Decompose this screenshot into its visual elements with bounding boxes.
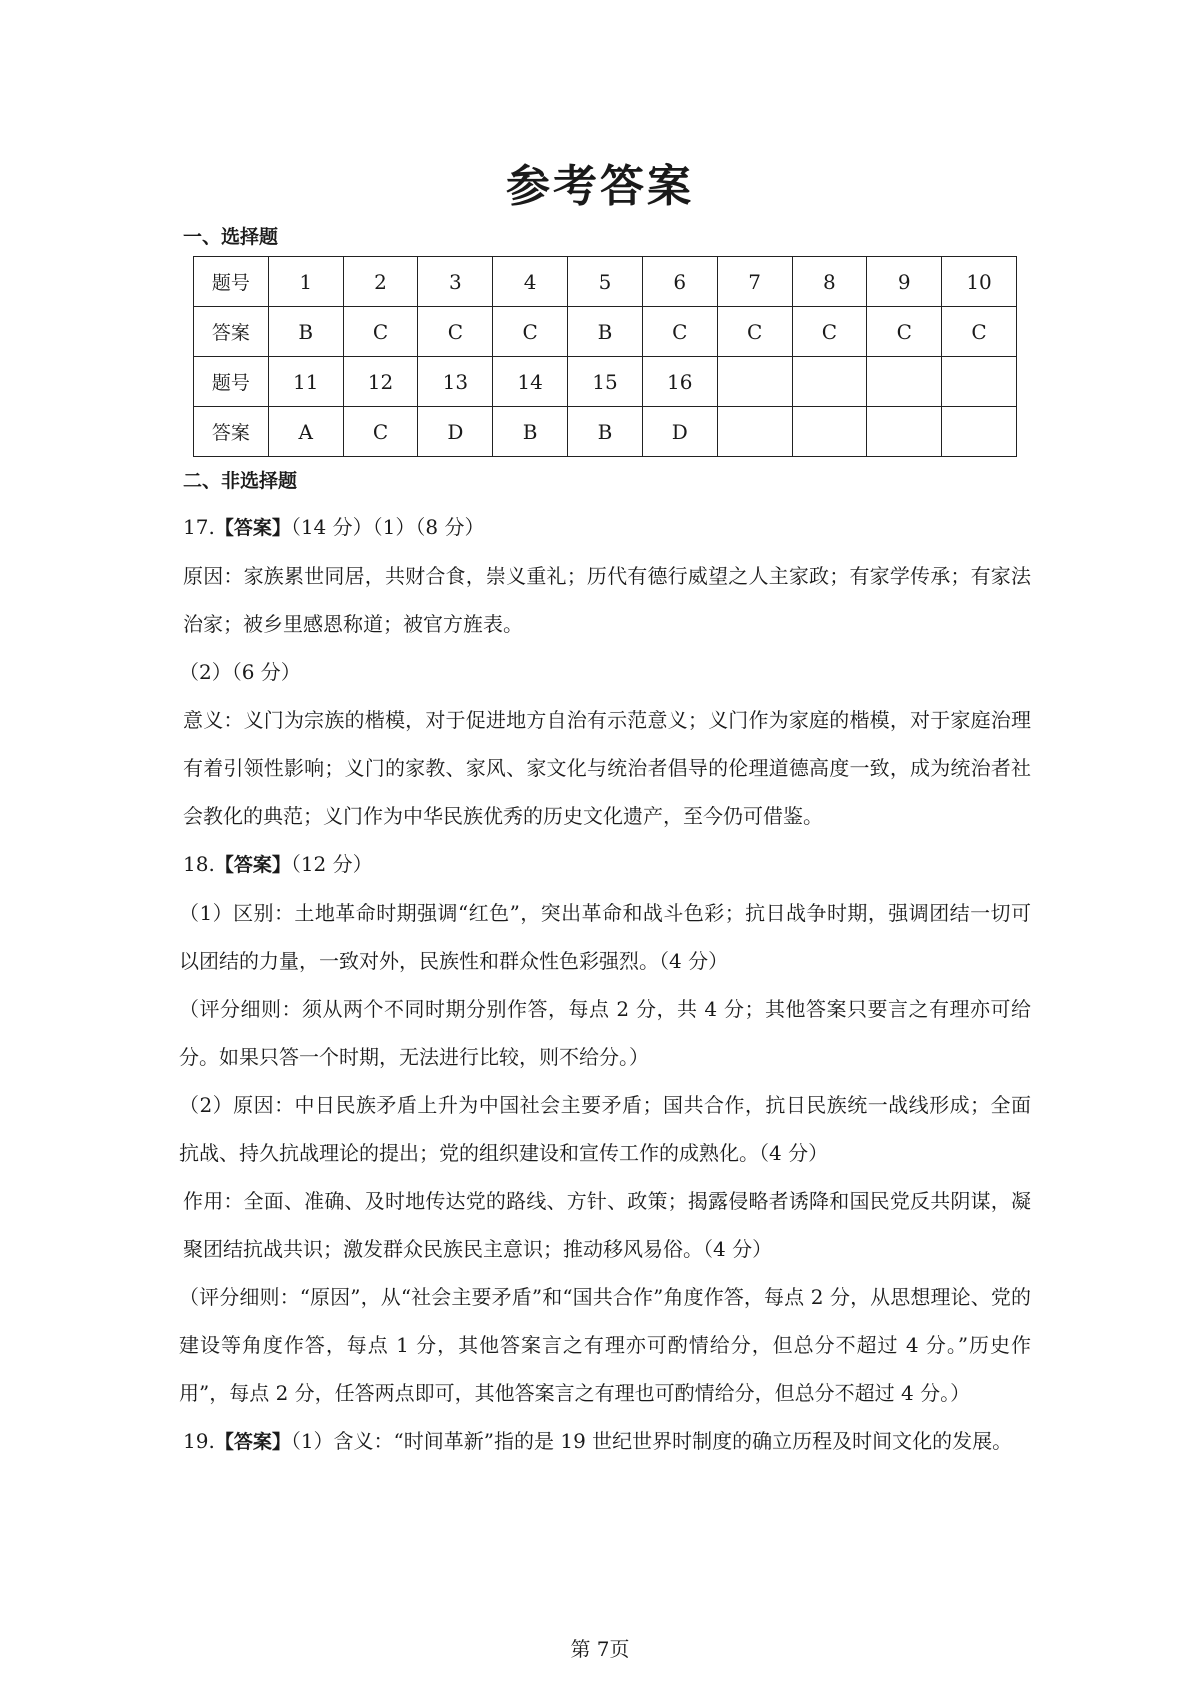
table-cell: 7	[717, 257, 792, 307]
table-cell: C	[792, 307, 867, 357]
q17-number: 17.	[183, 515, 215, 539]
q19-number: 19.	[183, 1429, 215, 1453]
page-number: 第 7页	[570, 1637, 630, 1661]
table-row	[194, 257, 1017, 307]
q17-score: （14 分）（1）（8 分）	[290, 515, 485, 539]
table-cell: 15	[568, 357, 643, 407]
table-cell: C	[867, 307, 942, 357]
table-cell: 10	[942, 257, 1017, 307]
q18-effect: 作用：全面、准确、及时地传达党的路线、方针、政策；揭露侵略者诱降和国民党反共阴谋，凝聚团结抗战共识；激发群众民族民主意识；推动移风易俗。（4 分）	[183, 1189, 1031, 1261]
table-cell: B	[493, 407, 568, 457]
table-row	[194, 407, 1017, 457]
table-row-header: 答案	[194, 407, 269, 457]
table-row-header: 题号	[194, 257, 269, 307]
table-row	[194, 307, 1017, 357]
table-cell: D	[418, 407, 493, 457]
q17-heading	[183, 503, 1031, 552]
table-cell: C	[717, 307, 792, 357]
table-cell	[867, 407, 942, 457]
q18-answer-tag: 【答案】	[214, 854, 291, 876]
table-cell	[942, 357, 1017, 407]
table-cell: C	[942, 307, 1017, 357]
table-cell: 8	[792, 257, 867, 307]
table-row-header: 题号	[194, 357, 269, 407]
table-row	[194, 357, 1017, 407]
q19-meaning: （1）含义：“时间革新”指的是 19 世纪世界时制度的确立历程及时间文化的发展。	[290, 1429, 1013, 1453]
table-cell: C	[343, 307, 418, 357]
q17-reason: 原因：家族累世同居，共财合食，崇义重礼；历代有德行威望之人主家政；有家学传承；有家法治家；被乡里感恩称道；被官方旌表。	[183, 564, 1031, 636]
table-cell: 12	[343, 357, 418, 407]
q18-scoring-rule-1: （评分细则：须从两个不同时期分别作答，每点 2 分，共 4 分；其他答案只要言之有理亦可给分。如果只答一个时期，无法进行比较，则不给分。）	[179, 997, 1031, 1069]
table-cell	[717, 357, 792, 407]
q18-reason: （2）原因：中日民族矛盾上升为中国社会主要矛盾；国共合作，抗日民族统一战线形成；全面抗战、持久抗战理论的提出；党的组织建设和宣传工作的成熟化。（4 分）	[179, 1093, 1031, 1165]
q18-difference: （1）区别：土地革命时期强调“红色”，突出革命和战斗色彩；抗日战争时期，强调团结一切可以团结的力量，一致对外，民族性和群众性色彩强烈。（4 分）	[179, 901, 1031, 973]
page-title: 参考答案	[506, 161, 694, 212]
table-cell: 3	[418, 257, 493, 307]
q18-score: （12 分）	[290, 852, 373, 876]
table-cell: 4	[493, 257, 568, 307]
table-cell: 14	[493, 357, 568, 407]
answer-body	[179, 503, 1031, 1466]
table-cell: 13	[418, 357, 493, 407]
table-cell	[717, 407, 792, 457]
q18-heading	[183, 840, 1031, 889]
table-cell: 2	[343, 257, 418, 307]
table-cell: C	[642, 307, 717, 357]
table-cell: C	[343, 407, 418, 457]
table-cell: 1	[268, 257, 343, 307]
q17-part2-score: （2）（6 分）	[179, 660, 301, 684]
section-heading-choice: 一、选择题	[183, 226, 279, 248]
table-cell	[792, 357, 867, 407]
table-cell: A	[268, 407, 343, 457]
table-row-header: 答案	[194, 307, 269, 357]
table-cell: D	[642, 407, 717, 457]
table-cell: 9	[867, 257, 942, 307]
table-cell: C	[418, 307, 493, 357]
q17-significance: 意义：义门为宗族的楷模，对于促进地方自治有示范意义；义门作为家庭的楷模，对于家庭治理有着引领性影响；义门的家教、家风、家文化与统治者倡导的伦理道德高度一致，成为统治者社会教化的典范；义门作为中华民族优秀的历史文化遗产，至今仍可借鉴。	[183, 708, 1031, 828]
q18-scoring-rule-2: （评分细则：“原因”，从“社会主要矛盾”和“国共合作”角度作答，每点 2 分，从思想理论、党的建设等角度作答，每点 1 分，其他答案言之有理亦可酌情给分，但总分不超过 4 分。”历史作用”，每点 2 分，任答两点即可，其他答案言之有理也可酌情给分，但总分不超过 4 分。）	[179, 1285, 1031, 1405]
table-cell: B	[568, 307, 643, 357]
table-cell: 5	[568, 257, 643, 307]
answer-table	[193, 256, 1017, 457]
table-cell: B	[568, 407, 643, 457]
section-heading-nonchoice: 二、非选择题	[183, 470, 298, 492]
table-cell: B	[268, 307, 343, 357]
table-cell: 6	[642, 257, 717, 307]
q19-heading	[183, 1417, 1031, 1466]
table-cell	[867, 357, 942, 407]
table-cell	[792, 407, 867, 457]
q18-number: 18.	[183, 852, 215, 876]
q17-answer-tag: 【答案】	[214, 517, 291, 539]
table-cell: C	[493, 307, 568, 357]
q19-answer-tag: 【答案】	[214, 1431, 291, 1453]
table-cell: 11	[268, 357, 343, 407]
table-cell	[942, 407, 1017, 457]
table-cell: 16	[642, 357, 717, 407]
